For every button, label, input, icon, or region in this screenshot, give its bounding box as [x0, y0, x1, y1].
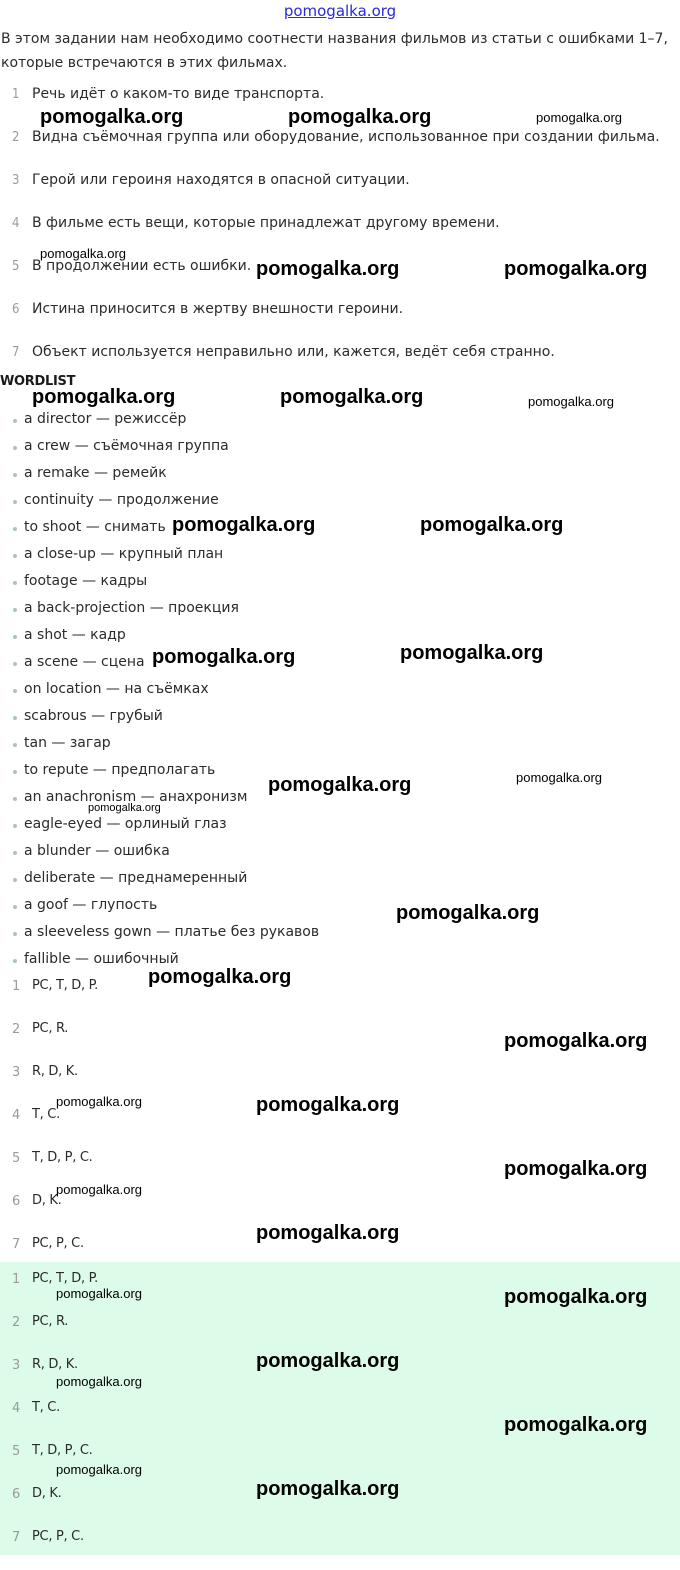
wordlist-item	[0, 923, 680, 950]
watermark: pomogalka.org	[56, 1094, 142, 1109]
bullet-icon	[13, 419, 17, 423]
answer-item	[0, 1527, 680, 1570]
wordlist-entry: to repute — предполагать	[24, 762, 216, 778]
watermark: pomogalka.org	[268, 774, 412, 796]
wordlist-item	[0, 626, 680, 653]
wordlist-entry: deliberate — преднамеренный	[24, 870, 248, 886]
task-item	[0, 170, 680, 213]
wordlist-entry: tan — загар	[24, 735, 111, 751]
bullet-icon	[13, 770, 17, 774]
watermark: pomogalka.org	[40, 106, 184, 128]
watermark: pomogalka.org	[528, 394, 614, 409]
wordlist-item	[0, 680, 680, 707]
watermark: pomogalka.org	[504, 1286, 648, 1308]
wordlist-item	[0, 464, 680, 491]
bullet-icon	[13, 608, 17, 612]
wordlist-item	[0, 653, 680, 680]
wordlist-entry: a crew — съёмочная группа	[24, 438, 229, 454]
task-text: Истина приносится в жертву внешности героини.	[32, 301, 404, 317]
task-item	[0, 342, 680, 385]
bullet-icon	[13, 716, 17, 720]
watermark: pomogalka.org	[88, 802, 161, 814]
watermark: pomogalka.org	[256, 1222, 400, 1244]
answer-number: 6	[12, 1487, 21, 1502]
answer-text: R, D, K.	[32, 1064, 78, 1079]
watermark: pomogalka.org	[256, 1350, 400, 1372]
wordlist-item	[0, 437, 680, 464]
bullet-icon	[13, 527, 17, 531]
wordlist-item	[0, 950, 680, 977]
bullet-icon	[13, 851, 17, 855]
answer-number: 3	[12, 1065, 21, 1080]
task-list	[0, 84, 680, 385]
wordlist-entry: a shot — кадр	[24, 627, 126, 643]
answer-number: 6	[12, 1194, 21, 1209]
bullet-icon	[13, 635, 17, 639]
watermark: pomogalka.org	[396, 902, 540, 924]
answer-text: R, D, K.	[32, 1357, 78, 1372]
watermark: pomogalka.org	[288, 106, 432, 128]
wordlist-entry: a sleeveless gown — платье без рукавов	[24, 924, 320, 940]
bullet-icon	[13, 500, 17, 504]
answer-text: PC, P, C.	[32, 1236, 84, 1251]
bullet-icon	[13, 689, 17, 693]
watermark: pomogalka.org	[504, 258, 648, 280]
bullet-icon	[13, 662, 17, 666]
answer-text: D, K.	[32, 1193, 62, 1208]
wordlist-item	[0, 842, 680, 869]
watermark: pomogalka.org	[256, 258, 400, 280]
bullet-icon	[13, 446, 17, 450]
wordlist-item	[0, 572, 680, 599]
watermark: pomogalka.org	[56, 1374, 142, 1389]
bullet-icon	[13, 959, 17, 963]
wordlist-entry: on location — на съёмках	[24, 681, 209, 697]
intro-text: В этом задании нам необходимо соотнести названия фильмов из статьи с ошибками 1–7, которые встречаются в этих фильмах.	[1, 31, 668, 71]
wordlist-entry: an anachronism — анахронизм	[24, 789, 248, 805]
answer-number: 7	[12, 1237, 21, 1252]
wordlist-item	[0, 869, 680, 896]
task-number: 4	[12, 216, 20, 231]
task-number: 2	[12, 130, 20, 145]
watermark: pomogalka.org	[56, 1462, 142, 1477]
task-item	[0, 127, 680, 170]
wordlist-entry: a director — режиссёр	[24, 411, 187, 427]
wordlist-entry: footage — кадры	[24, 573, 148, 589]
answer-number: 4	[12, 1401, 21, 1416]
wordlist-entry: a remake — ремейк	[24, 465, 167, 481]
wordlist-item	[0, 545, 680, 572]
watermark: pomogalka.org	[148, 966, 292, 988]
wordlist-entry: a blunder — ошибка	[24, 843, 170, 859]
wordlist	[0, 410, 680, 977]
answer-number: 4	[12, 1108, 21, 1123]
task-text: В продолжении есть ошибки.	[32, 258, 252, 274]
watermark: pomogalka.org	[256, 1094, 400, 1116]
task-text: В фильме есть вещи, которые принадлежат другому времени.	[32, 215, 500, 231]
answer-text: T, C.	[32, 1400, 60, 1415]
bullet-icon	[13, 905, 17, 909]
wordlist-entry: continuity — продолжение	[24, 492, 219, 508]
answer-text: T, D, P, C.	[32, 1443, 93, 1458]
answer-number: 1	[12, 979, 21, 994]
task-number: 1	[12, 87, 20, 102]
wordlist-entry: fallible — ошибочный	[24, 951, 179, 967]
answer-item	[0, 976, 680, 1019]
task-number: 3	[12, 173, 20, 188]
watermark: pomogalka.org	[32, 386, 176, 408]
watermark: pomogalka.org	[152, 646, 296, 668]
wordlist-entry: a goof — глупость	[24, 897, 158, 913]
answer-text: PC, R.	[32, 1314, 69, 1329]
answer-text: T, C.	[32, 1107, 60, 1122]
answer-number: 1	[12, 1272, 21, 1287]
watermark: pomogalka.org	[516, 770, 602, 785]
watermark: pomogalka.org	[256, 1478, 400, 1500]
wordlist-entry: scabrous — грубый	[24, 708, 163, 724]
wordlist-entry: eagle-eyed — орлиный глаз	[24, 816, 227, 832]
wordlist-item	[0, 518, 680, 545]
watermark: pomogalka.org	[40, 246, 126, 261]
wordlist-item	[0, 599, 680, 626]
answer-text: PC, R.	[32, 1021, 69, 1036]
wordlist-item	[0, 734, 680, 761]
task-text: Объект используется неправильно или, кажется, ведёт себя странно.	[32, 344, 555, 360]
answer-number: 3	[12, 1358, 21, 1373]
answer-number: 5	[12, 1444, 21, 1459]
answer-text: PC, P, C.	[32, 1529, 84, 1544]
answer-number: 2	[12, 1315, 21, 1330]
watermark: pomogalka.org	[280, 386, 424, 408]
answer-number: 7	[12, 1530, 21, 1545]
answer-item	[0, 1312, 680, 1355]
wordlist-item	[0, 410, 680, 437]
wordlist-item	[0, 815, 680, 842]
watermark: pomogalka.org	[56, 1286, 142, 1301]
bullet-icon	[13, 554, 17, 558]
task-number: 5	[12, 259, 20, 274]
watermark: pomogalka.org	[56, 1182, 142, 1197]
answer-number: 2	[12, 1022, 21, 1037]
watermark: pomogalka.org	[172, 514, 316, 536]
wordlist-entry: a back-projection — проекция	[24, 600, 239, 616]
wordlist-item	[0, 896, 680, 923]
bullet-icon	[13, 581, 17, 585]
watermark: pomogalka.org	[504, 1414, 648, 1436]
answer-number: 5	[12, 1151, 21, 1166]
task-number: 6	[12, 302, 20, 317]
task-text: Видна съёмочная группа или оборудование, использованное при создании фильма.	[32, 129, 660, 145]
bullet-icon	[13, 824, 17, 828]
bullet-icon	[13, 743, 17, 747]
task-text: Речь идёт о каком-то виде транспорта.	[32, 86, 325, 102]
watermark: pomogalka.org	[420, 514, 564, 536]
wordlist-entry: a close-up — крупный план	[24, 546, 224, 562]
answer-text: T, D, P, C.	[32, 1150, 93, 1165]
answer-text: D, K.	[32, 1486, 62, 1501]
watermark: pomogalka.org	[504, 1030, 648, 1052]
task-text: Герой или героиня находятся в опасной ситуации.	[32, 172, 410, 188]
site-link[interactable]: pomogalka.org	[283, 2, 397, 20]
answer-text: PC, T, D, P.	[32, 978, 99, 993]
wordlist-entry: a scene — сцена	[24, 654, 145, 670]
bullet-icon	[13, 878, 17, 882]
wordlist-item	[0, 491, 680, 518]
task-number: 7	[12, 345, 20, 360]
watermark: pomogalka.org	[400, 642, 544, 664]
bullet-icon	[13, 797, 17, 801]
bullet-icon	[13, 932, 17, 936]
answer-text: PC, T, D, P.	[32, 1271, 99, 1286]
task-item	[0, 299, 680, 342]
watermark: pomogalka.org	[504, 1158, 648, 1180]
bullet-icon	[13, 473, 17, 477]
wordlist-heading: WORDLIST	[0, 374, 76, 389]
wordlist-item	[0, 707, 680, 734]
watermark: pomogalka.org	[536, 110, 622, 125]
wordlist-entry: to shoot — снимать	[24, 519, 166, 535]
